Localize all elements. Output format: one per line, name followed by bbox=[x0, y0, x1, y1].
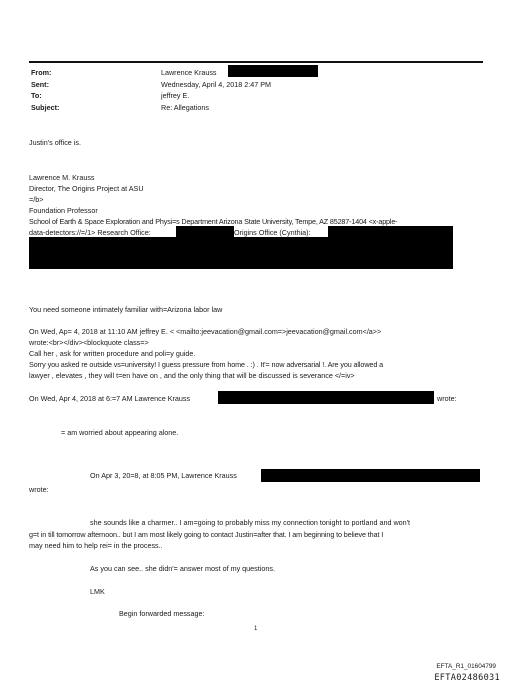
redaction-research-office bbox=[176, 226, 234, 237]
signature-foundation: Foundation Professor bbox=[29, 206, 98, 215]
redaction-contact-block bbox=[29, 237, 453, 269]
quote-header-apr3: On Apr 3, 20=8, at 8:05 PM, Lawrence Krauss bbox=[90, 471, 237, 480]
signature-school-line1: School of Earth & Space Exploration and Physi=s Department Arizona State University, Tempe, AZ 85287-1404 <x-apple- bbox=[29, 217, 398, 226]
as-you-see-line: As you can see.. she didn'= answer most of my questions. bbox=[90, 564, 275, 573]
signature-school-line2b: Origins Office (Cynthia): bbox=[234, 228, 311, 237]
redaction-krauss-email-2 bbox=[261, 469, 480, 482]
begin-forwarded-line: Begin forwarded message: bbox=[119, 609, 205, 618]
sent-value: Wednesday, April 4, 2018 2:47 PM bbox=[161, 80, 272, 89]
from-value: Lawrence Krauss bbox=[161, 68, 217, 77]
charmer-line2: g=t in till tomorrow afternoon.. but I am most likely going to contact Justin=after that. I am beginning to believe that I bbox=[29, 530, 384, 539]
wrote-label-1: wrote: bbox=[437, 394, 457, 403]
page-number: 1 bbox=[254, 626, 258, 632]
header-rule bbox=[29, 61, 483, 63]
to-value: jeffrey E. bbox=[161, 91, 190, 100]
footer-ref-1: EFTA_R1_01604799 bbox=[436, 663, 496, 670]
sorry-line1: Sorry you asked re outside vs=university! I guess pressure from home . :) . It'= now adversarial !. Are you allowed a bbox=[29, 360, 384, 369]
signature-tag: =/b> bbox=[29, 195, 44, 204]
wrote-label-2: wrote: bbox=[29, 485, 49, 494]
to-label: To: bbox=[31, 91, 42, 100]
worried-line: = am worried about appearing alone. bbox=[61, 428, 179, 437]
call-her-line: Call her , ask for written procedure and poli=y guide. bbox=[29, 349, 196, 358]
from-label: From: bbox=[31, 68, 52, 77]
redaction-origins-office bbox=[328, 226, 453, 237]
footer-ref-2: EFTA02486031 bbox=[434, 673, 500, 683]
lmk-line: LMK bbox=[90, 587, 105, 596]
labor-law-line: You need someone intimately familiar with=Arizona labor law bbox=[29, 305, 223, 314]
charmer-line3: may need him to help rei= in the process.. bbox=[29, 541, 163, 550]
redaction-from-email bbox=[228, 65, 318, 77]
charmer-line1: she sounds like a charmer.. I am=going to probably miss my connection tonight to portland and won't bbox=[90, 518, 410, 527]
signature-title: Director, The Origins Project at ASU bbox=[29, 184, 144, 193]
signature-name: Lawrence M. Krauss bbox=[29, 173, 95, 182]
justin-office-line: Justin's office is. bbox=[29, 138, 81, 147]
quote-header-line1: On Wed, Ap= 4, 2018 at 11:10 AM jeffrey E. < <mailto:jeevacation@gmail.com=>jeevacation@gmail.com</a>> bbox=[29, 327, 382, 336]
redaction-krauss-email-1 bbox=[218, 391, 434, 404]
quote-header-krauss: On Wed, Apr 4, 2018 at 6:=7 AM Lawrence Krauss bbox=[29, 394, 191, 403]
subject-label: Subject: bbox=[31, 103, 60, 112]
subject-value: Re: Allegations bbox=[161, 103, 209, 112]
sent-label: Sent: bbox=[31, 80, 49, 89]
quote-header-line2: wrote:<br></div><blockquote class=> bbox=[29, 338, 149, 347]
sorry-line2: lawyer , elevates , they will t=en have on , and the only thing that will be discussed is severance </=iv> bbox=[29, 371, 355, 380]
signature-school-line2a: data-detectors://=/1> Research Office: bbox=[29, 228, 151, 237]
